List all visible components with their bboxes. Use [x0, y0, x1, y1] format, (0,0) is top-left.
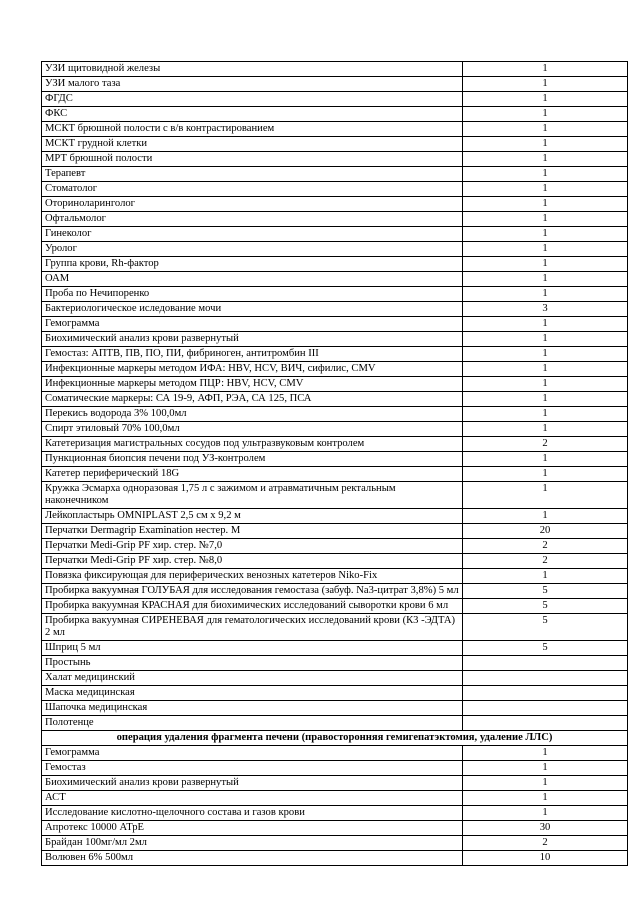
- item-name-cell: Шапочка медицинская: [42, 701, 463, 716]
- item-quantity-cell: [463, 671, 628, 686]
- table-row: [42, 716, 628, 731]
- table-row: [42, 422, 628, 437]
- item-quantity-cell: 1: [463, 167, 628, 182]
- item-quantity-cell: 1: [463, 407, 628, 422]
- table-row: [42, 227, 628, 242]
- item-quantity-cell: 1: [463, 377, 628, 392]
- table-row: [42, 152, 628, 167]
- item-quantity-cell: 1: [463, 761, 628, 776]
- item-name-cell: Шприц 5 мл: [42, 641, 463, 656]
- item-name-cell: Пункционная биопсия печени под УЗ-контролем: [42, 452, 463, 467]
- item-quantity-cell: 2: [463, 836, 628, 851]
- item-quantity-cell: 1: [463, 137, 628, 152]
- item-name-cell: Волювен 6% 500мл: [42, 851, 463, 866]
- table-row: [42, 539, 628, 554]
- table-row: [42, 107, 628, 122]
- table-row: [42, 761, 628, 776]
- item-quantity-cell: 1: [463, 452, 628, 467]
- item-quantity-cell: 5: [463, 584, 628, 599]
- table-row: [42, 347, 628, 362]
- item-name-cell: Биохимический анализ крови развернутый: [42, 332, 463, 347]
- table-row: [42, 746, 628, 761]
- item-name-cell: Оториноларинголог: [42, 197, 463, 212]
- item-quantity-cell: 1: [463, 392, 628, 407]
- item-name-cell: Перчатки Medi-Grip PF хир. стер. №8,0: [42, 554, 463, 569]
- item-name-cell: Уролог: [42, 242, 463, 257]
- section-header-row: [42, 731, 628, 746]
- item-quantity-cell: 1: [463, 332, 628, 347]
- item-name-cell: Спирт этиловый 70% 100,0мл: [42, 422, 463, 437]
- item-quantity-cell: 1: [463, 107, 628, 122]
- item-quantity-cell: [463, 716, 628, 731]
- table-row: [42, 407, 628, 422]
- item-quantity-cell: 1: [463, 257, 628, 272]
- table-row: [42, 467, 628, 482]
- item-name-cell: Группа крови, Rh-фактор: [42, 257, 463, 272]
- table-row: [42, 92, 628, 107]
- table-row: [42, 242, 628, 257]
- table-row: [42, 836, 628, 851]
- table-row: [42, 362, 628, 377]
- item-name-cell: Простынь: [42, 656, 463, 671]
- item-quantity-cell: 5: [463, 614, 628, 641]
- table-row: [42, 701, 628, 716]
- table-row: [42, 821, 628, 836]
- table-row: [42, 776, 628, 791]
- item-quantity-cell: 1: [463, 152, 628, 167]
- table-row: [42, 332, 628, 347]
- item-quantity-cell: 1: [463, 746, 628, 761]
- document-page: [41, 61, 623, 866]
- item-quantity-cell: 20: [463, 524, 628, 539]
- table-row: [42, 791, 628, 806]
- item-quantity-cell: 1: [463, 92, 628, 107]
- table-row: [42, 257, 628, 272]
- section-title: операция удаления фрагмента печени (правосторонняя гемигепатэктомия, удаление ЛЛС): [42, 731, 628, 746]
- item-quantity-cell: 1: [463, 806, 628, 821]
- item-name-cell: Апротекс 10000 АТрЕ: [42, 821, 463, 836]
- item-name-cell: Перчатки Dermagrip Examination нестер. M: [42, 524, 463, 539]
- item-quantity-cell: 1: [463, 482, 628, 509]
- item-name-cell: Гемостаз: АПТВ, ПВ, ПО, ПИ, фибриноген, антитромбин III: [42, 347, 463, 362]
- item-quantity-cell: 1: [463, 242, 628, 257]
- items-table-body: [42, 62, 628, 866]
- item-quantity-cell: 1: [463, 467, 628, 482]
- table-row: [42, 212, 628, 227]
- table-row: [42, 686, 628, 701]
- item-quantity-cell: [463, 686, 628, 701]
- item-name-cell: МСКТ грудной клетки: [42, 137, 463, 152]
- table-row: [42, 137, 628, 152]
- item-quantity-cell: 3: [463, 302, 628, 317]
- item-name-cell: Катетер периферический 18G: [42, 467, 463, 482]
- item-name-cell: Перчатки Medi-Grip PF хир. стер. №7,0: [42, 539, 463, 554]
- item-name-cell: Бактериологическое иследование мочи: [42, 302, 463, 317]
- table-row: [42, 482, 628, 509]
- table-row: [42, 671, 628, 686]
- item-quantity-cell: 1: [463, 272, 628, 287]
- item-quantity-cell: 1: [463, 776, 628, 791]
- item-quantity-cell: 10: [463, 851, 628, 866]
- table-row: [42, 167, 628, 182]
- item-name-cell: МРТ брюшной полости: [42, 152, 463, 167]
- table-row: [42, 452, 628, 467]
- item-name-cell: Проба по Нечипоренко: [42, 287, 463, 302]
- table-row: [42, 77, 628, 92]
- item-name-cell: Биохимический анализ крови развернутый: [42, 776, 463, 791]
- item-name-cell: Маска медицинская: [42, 686, 463, 701]
- item-name-cell: УЗИ щитовидной железы: [42, 62, 463, 77]
- table-row: [42, 437, 628, 452]
- item-name-cell: Гемограмма: [42, 746, 463, 761]
- table-row: [42, 584, 628, 599]
- item-name-cell: Катетеризация магистральных сосудов под ультразвуковым контролем: [42, 437, 463, 452]
- items-table: [41, 61, 628, 866]
- item-name-cell: Офтальмолог: [42, 212, 463, 227]
- table-row: [42, 599, 628, 614]
- item-name-cell: Лейкопластырь OMNIPLAST 2,5 см х 9,2 м: [42, 509, 463, 524]
- item-quantity-cell: 5: [463, 641, 628, 656]
- item-quantity-cell: 1: [463, 122, 628, 137]
- item-name-cell: Гинеколог: [42, 227, 463, 242]
- item-name-cell: Стоматолог: [42, 182, 463, 197]
- table-row: [42, 272, 628, 287]
- item-name-cell: Брайдан 100мг/мл 2мл: [42, 836, 463, 851]
- item-quantity-cell: 30: [463, 821, 628, 836]
- item-quantity-cell: 5: [463, 599, 628, 614]
- item-name-cell: Терапевт: [42, 167, 463, 182]
- item-quantity-cell: 1: [463, 182, 628, 197]
- table-row: [42, 509, 628, 524]
- item-name-cell: Гемостаз: [42, 761, 463, 776]
- item-name-cell: Пробирка вакуумная СИРЕНЕВАЯ для гематологических исследований крови (К3 -ЭДТА) 2 мл: [42, 614, 463, 641]
- item-name-cell: Повязка фиксирующая для периферических венозных катетеров Niko-Fix: [42, 569, 463, 584]
- item-quantity-cell: 1: [463, 212, 628, 227]
- table-row: [42, 287, 628, 302]
- item-quantity-cell: 1: [463, 62, 628, 77]
- item-quantity-cell: 1: [463, 77, 628, 92]
- table-row: [42, 851, 628, 866]
- table-row: [42, 302, 628, 317]
- item-name-cell: АСТ: [42, 791, 463, 806]
- item-name-cell: Гемограмма: [42, 317, 463, 332]
- item-quantity-cell: 1: [463, 317, 628, 332]
- item-quantity-cell: 2: [463, 554, 628, 569]
- table-row: [42, 122, 628, 137]
- item-quantity-cell: 1: [463, 197, 628, 212]
- item-quantity-cell: 1: [463, 362, 628, 377]
- item-quantity-cell: 1: [463, 347, 628, 362]
- table-row: [42, 569, 628, 584]
- item-name-cell: Исследование кислотно-щелочного состава и газов крови: [42, 806, 463, 821]
- item-name-cell: Кружка Эсмарха одноразовая 1,75 л с зажимом и атравматичным ректальным наконечником: [42, 482, 463, 509]
- item-quantity-cell: 1: [463, 509, 628, 524]
- item-quantity-cell: 2: [463, 539, 628, 554]
- table-row: [42, 317, 628, 332]
- item-name-cell: ФКС: [42, 107, 463, 122]
- item-quantity-cell: [463, 656, 628, 671]
- item-name-cell: МСКТ брюшной полости с в/в контрастированием: [42, 122, 463, 137]
- item-name-cell: Халат медицинский: [42, 671, 463, 686]
- item-name-cell: ОАМ: [42, 272, 463, 287]
- item-name-cell: Инфекционные маркеры методом ПЦР: HBV, HCV, CMV: [42, 377, 463, 392]
- item-name-cell: Полотенце: [42, 716, 463, 731]
- table-row: [42, 197, 628, 212]
- table-row: [42, 614, 628, 641]
- table-row: [42, 377, 628, 392]
- item-name-cell: Пробирка вакуумная ГОЛУБАЯ для исследования гемостаза (забуф. Na3-цитрат 3,8%) 5 мл: [42, 584, 463, 599]
- table-row: [42, 524, 628, 539]
- item-quantity-cell: 1: [463, 422, 628, 437]
- table-row: [42, 182, 628, 197]
- item-name-cell: ФГДС: [42, 92, 463, 107]
- item-name-cell: Пробирка вакуумная КРАСНАЯ для биохимических исследований сыворотки крови 6 мл: [42, 599, 463, 614]
- item-quantity-cell: 1: [463, 569, 628, 584]
- item-name-cell: Соматические маркеры: СА 19-9, АФП, РЭА, СА 125, ПСА: [42, 392, 463, 407]
- item-quantity-cell: 2: [463, 437, 628, 452]
- table-row: [42, 62, 628, 77]
- table-row: [42, 392, 628, 407]
- item-quantity-cell: 1: [463, 791, 628, 806]
- item-quantity-cell: [463, 701, 628, 716]
- item-name-cell: Инфекционные маркеры методом ИФА: HBV, HCV, ВИЧ, сифилис, CMV: [42, 362, 463, 377]
- table-row: [42, 806, 628, 821]
- table-row: [42, 641, 628, 656]
- table-row: [42, 554, 628, 569]
- item-name-cell: Перекись водорода 3% 100,0мл: [42, 407, 463, 422]
- table-row: [42, 656, 628, 671]
- item-quantity-cell: 1: [463, 287, 628, 302]
- item-quantity-cell: 1: [463, 227, 628, 242]
- item-name-cell: УЗИ малого таза: [42, 77, 463, 92]
